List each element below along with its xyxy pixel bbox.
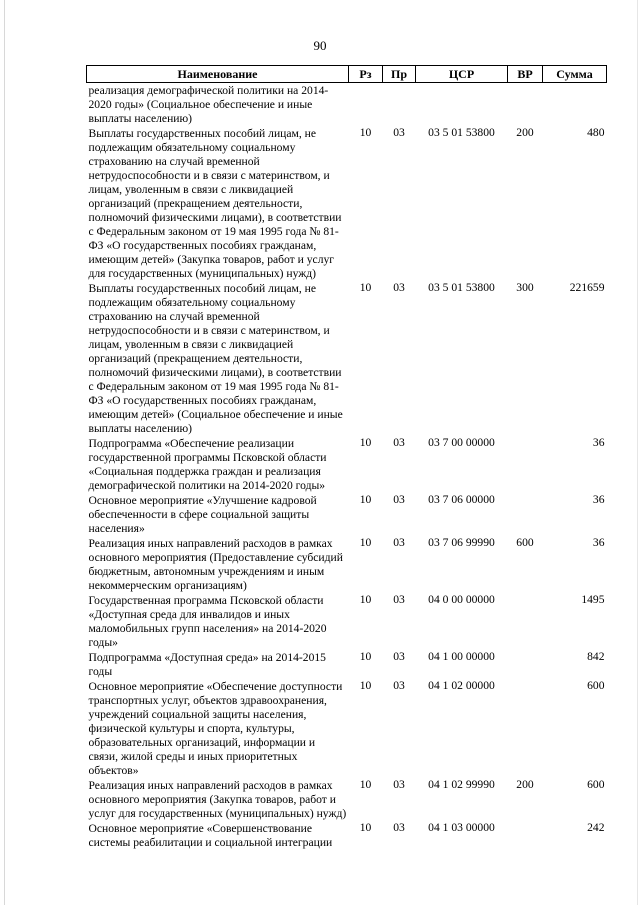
row-name: Выплаты государственных пособий лицам, не подлежащим обязательному социальному страхованию на случай временной нетрудоспособности и в связи с материнством, и лицам, уволенным в связи с ликвидацией организаций (прекращением деятельности, полномочий физическими лицами), в соответствии с Федеральным законом от 19 мая 1995 года № 81-ФЗ «О государственных пособиях гражданам, имеющим детей» (Закупка товаров, работ и услуг для государственных (муниципальных) нужд): [88, 127, 342, 280]
row-vr: 300: [516, 281, 534, 294]
row-vr: 600: [516, 536, 534, 549]
table-row: [87, 536, 607, 593]
row-pr: 03: [393, 778, 405, 791]
budget-table: [86, 65, 607, 850]
row-vr: [508, 821, 543, 850]
row-csr: 03 5 01 53800: [428, 281, 495, 294]
row-rz: 10: [359, 679, 372, 692]
table-row: [87, 83, 607, 127]
row-pr: 03: [393, 436, 405, 449]
header-name: Наименование: [87, 66, 349, 83]
row-sum: 221659: [569, 281, 605, 294]
row-sum: 36: [592, 493, 605, 506]
table-row: [87, 821, 607, 850]
row-rz: 10: [359, 650, 372, 663]
scan-edge-left: [4, 0, 5, 905]
row-name: Основное мероприятие «Улучшение кадровой обеспеченности в сфере социальной защиты населения»: [88, 494, 317, 535]
table-row: [87, 650, 607, 679]
row-pr: 03: [393, 493, 405, 506]
row-vr: 200: [516, 778, 534, 791]
row-vr: [508, 493, 543, 536]
table-row: [87, 778, 607, 821]
row-sum: 242: [587, 821, 605, 834]
row-name: реализация демографической политики на 2014-2020 годы» (Социальное обеспечение и иные выплаты населению): [88, 84, 329, 125]
row-rz: 10: [359, 778, 372, 791]
row-sum: 600: [587, 679, 605, 692]
row-sum: 36: [592, 536, 605, 549]
table-row: [87, 281, 607, 436]
page-number: 90: [313, 38, 327, 53]
row-pr: 03: [393, 536, 405, 549]
row-vr: 200: [516, 126, 534, 139]
header-pr: Пр: [383, 66, 416, 83]
row-name: Основное мероприятие «Совершенствование системы реабилитации и социальной интеграции: [88, 822, 333, 849]
header-csr: ЦСР: [416, 66, 508, 83]
row-name: Реализация иных направлений расходов в рамках основного мероприятия (Предоставление субсидий бюджетным, автономным учреждениям и иным некоммерческим организациям): [88, 537, 343, 592]
row-vr: [508, 650, 543, 679]
table-row: [87, 436, 607, 493]
row-sum: 1495: [581, 593, 605, 606]
row-sum: 842: [587, 650, 605, 663]
table-header-row: [87, 66, 607, 83]
row-rz: 10: [359, 493, 372, 506]
row-vr: [508, 83, 543, 127]
row-sum: 36: [592, 436, 605, 449]
row-csr: 04 1 02 99990: [428, 778, 495, 791]
row-rz: 10: [359, 436, 372, 449]
row-name: Выплаты государственных пособий лицам, не подлежащим обязательному социальному страхованию на случай временной нетрудоспособности и в связи с материнством, и лицам, уволенным в связи с ликвидацией организаций (прекращением деятельности, полномочий физическими лицами), в соответствии с Федеральным законом от 19 мая 1995 года № 81-ФЗ «О государственных пособиях гражданам, имеющим детей» (Социальное обеспечение и иные выплаты населению): [88, 282, 343, 435]
row-csr: 04 1 03 00000: [428, 821, 495, 834]
row-rz: 10: [359, 821, 372, 834]
header-vr: ВР: [508, 66, 543, 83]
row-sum: [543, 83, 607, 127]
table-row: [87, 126, 607, 281]
row-rz: 10: [359, 281, 372, 294]
row-pr: [383, 83, 416, 127]
row-vr: [508, 679, 543, 778]
row-csr: 03 7 06 99990: [428, 536, 495, 549]
row-sum: 600: [587, 778, 605, 791]
row-pr: 03: [393, 593, 405, 606]
row-pr: 03: [393, 679, 405, 692]
header-rz: Рз: [349, 66, 383, 83]
row-csr: 03 5 01 53800: [428, 126, 495, 139]
row-csr: 03 7 00 00000: [428, 436, 495, 449]
row-name: Основное мероприятие «Обеспечение доступности транспортных услуг, объектов здравоохранения, учреждений социальной защиты населения, физической культуры и спорта, культуры, образовательных организаций, информации и связи, жилой среды и иных приоритетных объектов»: [88, 680, 343, 777]
table-row: [87, 493, 607, 536]
row-pr: 03: [393, 126, 405, 139]
row-csr: 04 1 00 00000: [428, 650, 495, 663]
row-csr: 04 1 02 00000: [428, 679, 495, 692]
table-row: [87, 679, 607, 778]
row-csr: 03 7 06 00000: [428, 493, 495, 506]
row-name: Подпрограмма «Обеспечение реализации государственной программы Псковской области «Социальная поддержка граждан и реализация демографической политики на 2014-2020 годы»: [88, 437, 327, 492]
row-name: Реализация иных направлений расходов в рамках основного мероприятия (Закупка товаров, работ и услуг для государственных (муниципальных) нужд): [88, 779, 347, 820]
header-sum: Сумма: [543, 66, 607, 83]
row-pr: 03: [393, 281, 405, 294]
row-rz: 10: [359, 536, 372, 549]
row-vr: [508, 436, 543, 493]
row-name: Государственная программа Псковской области «Доступная среда для инвалидов и иных маломобильных групп населения» на 2014-2020 годы»: [88, 594, 327, 649]
row-vr: [508, 593, 543, 650]
row-csr: [416, 83, 508, 127]
row-rz: [349, 83, 383, 127]
row-pr: 03: [393, 650, 405, 663]
scan-edge-right: [637, 0, 638, 905]
row-sum: 480: [587, 126, 605, 139]
row-csr: 04 0 00 00000: [428, 593, 495, 606]
row-pr: 03: [393, 821, 405, 834]
row-rz: 10: [359, 126, 372, 139]
table-row: [87, 593, 607, 650]
row-name: Подпрограмма «Доступная среда» на 2014-2015 годы: [88, 651, 326, 678]
row-rz: 10: [359, 593, 372, 606]
